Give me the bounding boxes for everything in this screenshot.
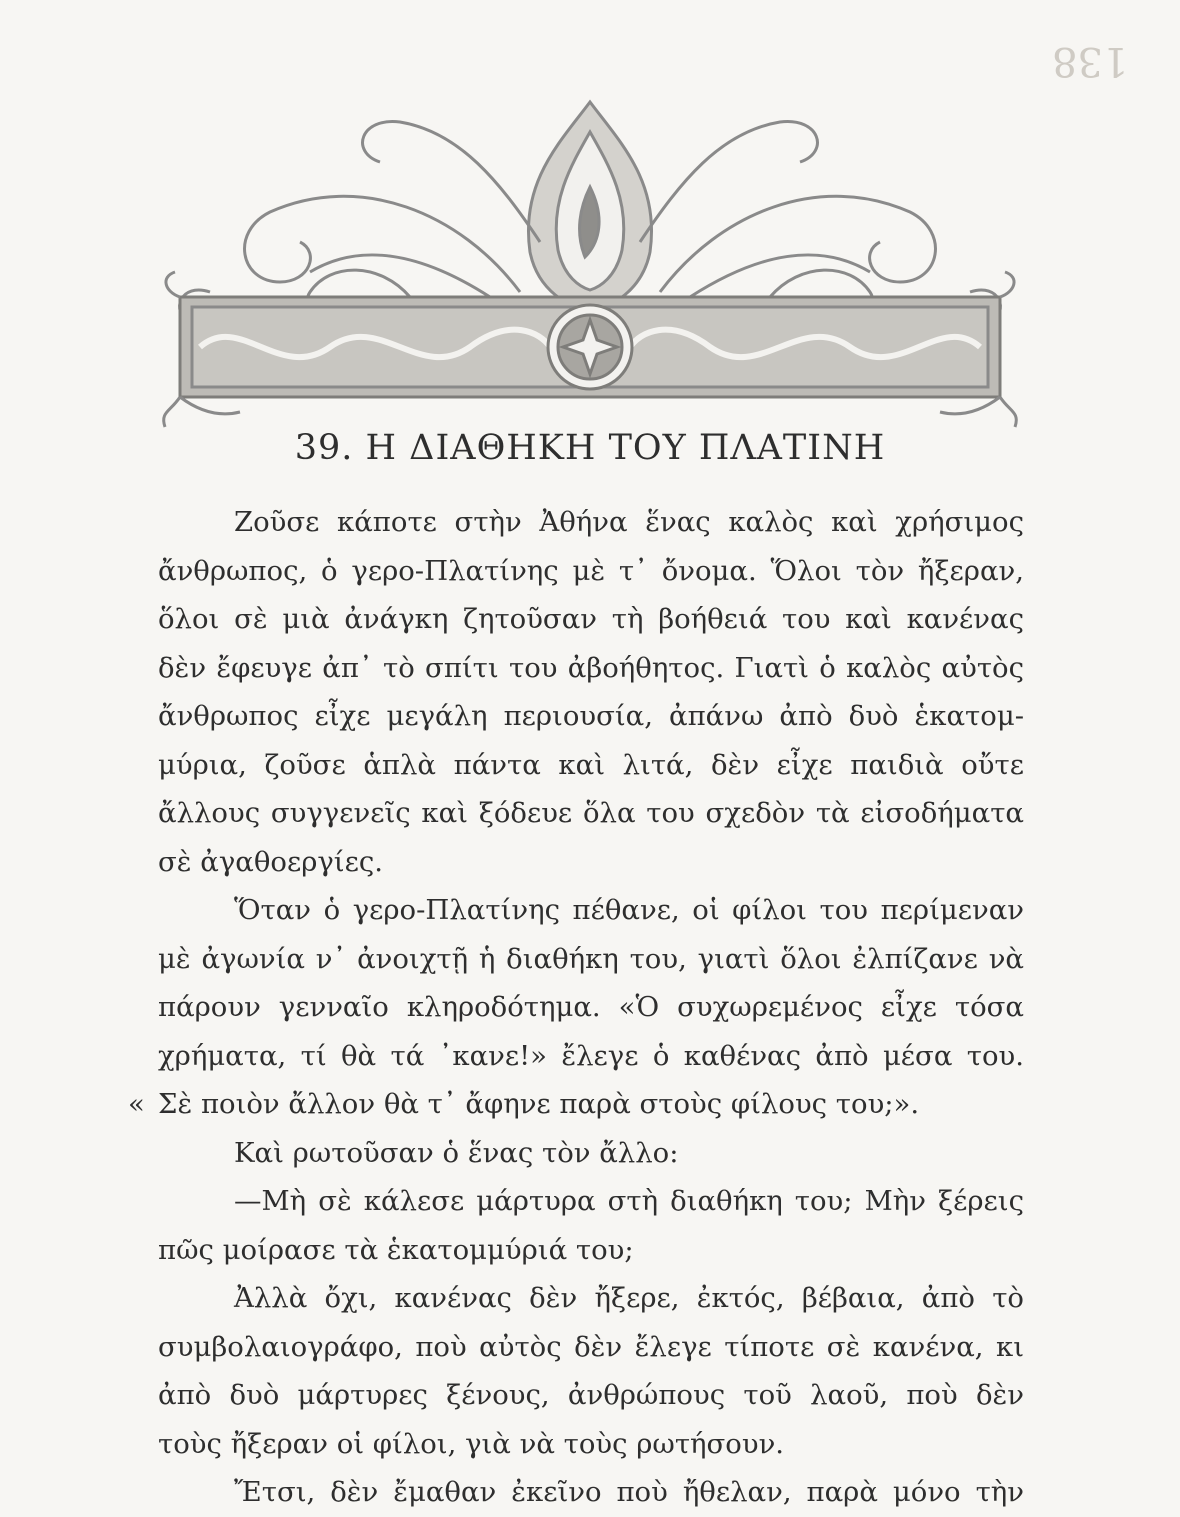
text-line: Ἔτσι, δὲν ἔμαθαν ἐκεῖνο ποὺ ἤθελαν, παρὰ μόνο τὴν (234, 1476, 1024, 1508)
text-line-with-leading-quote (128, 1080, 1024, 1129)
text-line: χρήματα, τί θὰ τά ᾽κανε!» ἔλεγε ὁ καθένας ἀπὸ μέσα του. (158, 1039, 1024, 1072)
text-line: δὲν ἔφευγε ἀπ᾽ τὸ σπίτι του ἀβοήθητος. Γιατὶ ὁ καλὸς αὐτὸς (158, 651, 1024, 684)
text-line: πάρουν γενναῖο κληροδότημα. «Ὁ συχωρεμένος εἶχε τόσα (158, 991, 1024, 1023)
text-line: ἄνθρωπος, ὁ γερο-Πλατίνης μὲ τ᾽ ὄνομα. Ὅλοι τὸν ἤξεραν, (158, 554, 1024, 587)
text-line: πῶς μοίρασε τὰ ἑκατομμύριά του; (158, 1233, 634, 1266)
text-line: ἀπὸ δυὸ μάρτυρες ξένους, ἀνθρώπους τοῦ λαοῦ, ποὺ δὲν (158, 1379, 1024, 1411)
leading-quote-mark: « (128, 1088, 145, 1120)
decorative-headpiece (160, 92, 1020, 432)
chapter-title: 39. Η ΔΙΑΘΗΚΗ ΤΟΥ ΠΛΑΤΙΝΗ (294, 428, 886, 468)
text-line: μὲ ἀγωνία ν᾽ ἀνοιχτῇ ἡ διαθήκη του, γιατὶ ὅλοι ἐλπίζανε νὰ (158, 942, 1024, 975)
text-line: Καὶ ρωτοῦσαν ὁ ἕνας τὸν ἄλλο: (234, 1136, 679, 1169)
text-line: Σὲ ποιὸν ἄλλον θὰ τ᾽ ἄφηνε παρὰ στοὺς φίλους του;». (158, 1088, 920, 1120)
body-text (128, 498, 1024, 1517)
text-line: Ζοῦσε κάποτε στὴν Ἀθήνα ἕνας καλὸς καὶ χρήσιμος (234, 506, 1024, 538)
page-number: 138 (1051, 38, 1128, 84)
text-line: ὅλοι σὲ μιὰ ἀνάγκη ζητοῦσαν τὴ βοήθειά του καὶ κανένας (158, 603, 1024, 635)
text-line: συμβολαιογράφο, ποὺ αὐτὸς δὲν ἔλεγε τίποτε σὲ κανένα, κι (158, 1330, 1024, 1363)
text-line: —Μὴ σὲ κάλεσε μάρτυρα στὴ διαθήκη του; Μὴν ξέρεις (234, 1185, 1024, 1217)
text-line: ἄλλους συγγενεῖς καὶ ξόδευε ὅλα του σχεδὸν τὰ εἰσοδήματα (158, 797, 1024, 829)
text-line: Ὅταν ὁ γερο-Πλατίνης πέθανε, οἱ φίλοι του περίμεναν (234, 894, 1024, 926)
text-line: μύρια, ζοῦσε ἁπλὰ πάντα καὶ λιτά, δὲν εἶχε παιδιὰ οὔτε (158, 748, 1024, 781)
text-line: Ἀλλὰ ὄχι, κανένας δὲν ἤξερε, ἐκτός, βέβαια, ἀπὸ τὸ (234, 1282, 1024, 1314)
text-line: ἄνθρωπος εἶχε μεγάλη περιουσία, ἀπάνω ἀπὸ δυὸ ἑκατομ- (158, 700, 1024, 732)
text-line: σὲ ἀγαθοεργίες. (158, 845, 383, 878)
text-line: τοὺς ἤξεραν οἱ φίλοι, γιὰ νὰ τοὺς ρωτήσουν. (158, 1427, 785, 1460)
